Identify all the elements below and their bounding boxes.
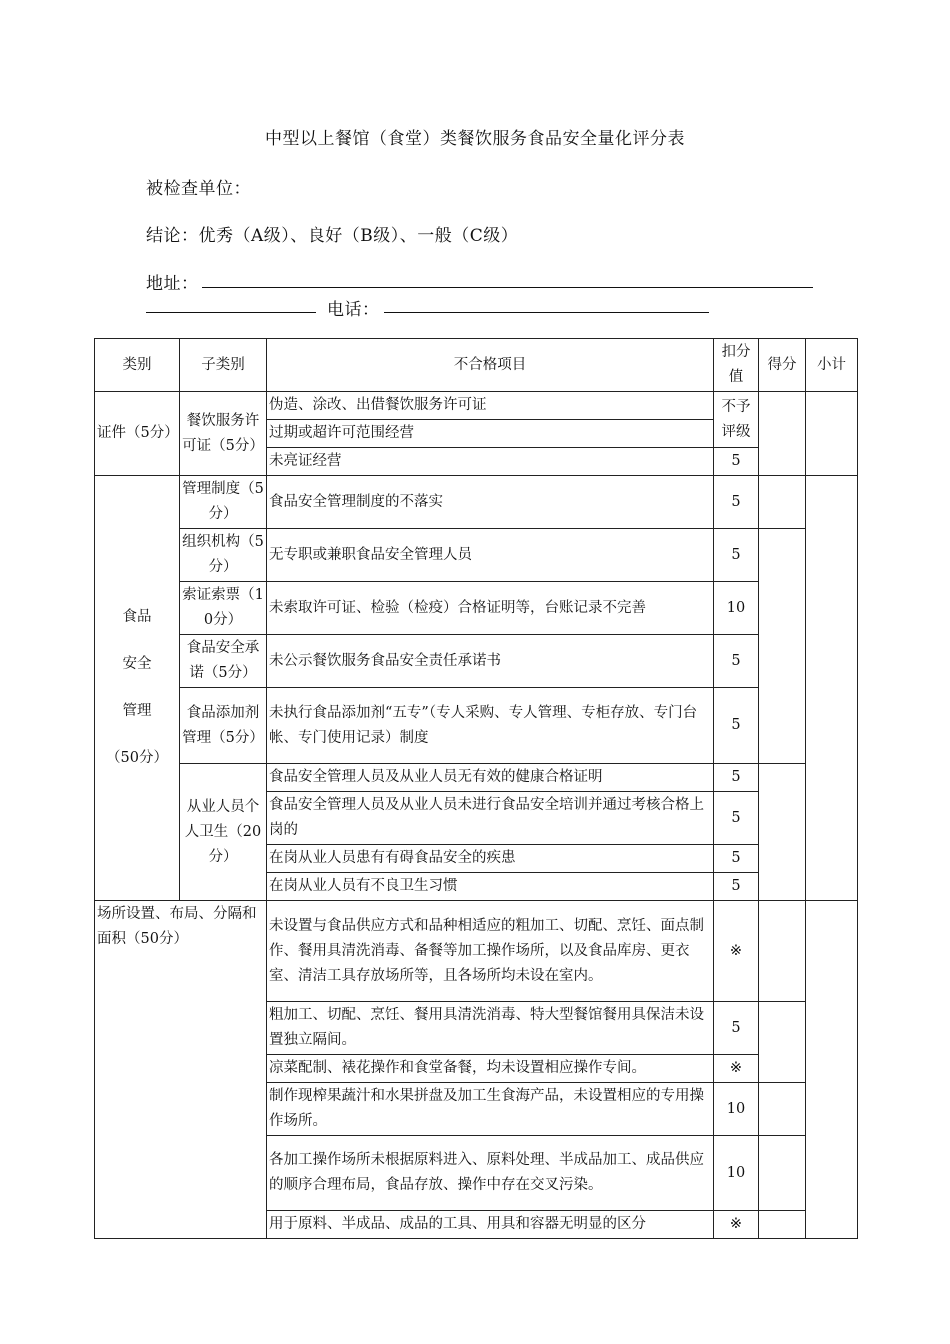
deduct-value: 5 — [714, 1002, 759, 1055]
inspected-unit-label: 被检查单位： — [146, 179, 251, 199]
deduct-value: 10 — [714, 1136, 759, 1211]
table-row — [95, 764, 858, 792]
score-cell[interactable] — [759, 529, 806, 764]
deduct-value: 10 — [714, 1083, 759, 1136]
header-subcategory: 子类别 — [180, 339, 267, 392]
subcategory-name: 索证索票（10分） — [180, 582, 267, 635]
deduct-value: ※ — [714, 901, 759, 1002]
item-text: 过期或超许可范围经营 — [267, 420, 714, 448]
score-cell[interactable] — [759, 764, 806, 901]
table-row — [95, 635, 858, 688]
category-mgmt-line: 管理 — [122, 703, 152, 719]
item-text: 未公示餐饮服务食品安全责任承诺书 — [267, 635, 714, 688]
item-text: 未执行食品添加剂“五专”（专人采购、专人管理、专柜存放、专门台帐、专门使用记录）制度 — [267, 688, 714, 764]
category-site: 场所设置、布局、分隔和面积（50分） — [95, 901, 267, 1239]
subcategory-name: 管理制度（5分） — [180, 476, 267, 529]
table-row — [95, 688, 858, 764]
document-title: 中型以上餐馆（食堂）类餐饮服务食品安全量化评分表 — [265, 129, 685, 149]
item-text: 未设置与食品供应方式和品种相适应的粗加工、切配、烹饪、面点制作、餐用具清洗消毒、备餐等加工操作场所，以及食品库房、更衣室、清洁工具存放场所等，且各场所均未设在室内。 — [267, 901, 714, 1002]
address-blank-2[interactable] — [146, 312, 316, 313]
deduct-value: 5 — [714, 476, 759, 529]
phone-blank[interactable] — [384, 312, 709, 313]
category-mgmt-line: 安全 — [122, 656, 152, 672]
item-text: 伪造、涂改、出借餐饮服务许可证 — [267, 392, 714, 420]
header-category: 类别 — [95, 339, 180, 392]
table-row — [95, 901, 858, 1002]
item-text: 凉菜配制、裱花操作和食堂备餐，均未设置相应操作专间。 — [267, 1055, 714, 1083]
address-label: 地址： — [146, 274, 199, 294]
item-text: 粗加工、切配、烹饪、餐用具清洗消毒、特大型餐馆餐用具保洁未设置独立隔间。 — [267, 1002, 714, 1055]
item-text: 食品安全管理人员及从业人员无有效的健康合格证明 — [267, 764, 714, 792]
deduct-value: 5 — [714, 635, 759, 688]
score-cell[interactable] — [759, 1211, 806, 1239]
item-text: 无专职或兼职食品安全管理人员 — [267, 529, 714, 582]
item-text: 未亮证经营 — [267, 448, 714, 476]
subcategory-name: 从业人员个人卫生（20分） — [180, 764, 267, 901]
subtotal-cell[interactable] — [806, 392, 858, 476]
no-rating-cell: 不予评级 — [714, 392, 759, 448]
score-cell[interactable] — [759, 1136, 806, 1211]
conclusion-line: 结论：优秀（A级）、良好（B级）、一般（C级） — [146, 226, 519, 246]
item-text: 在岗从业人员有不良卫生习惯 — [267, 873, 714, 901]
table-row — [95, 392, 858, 420]
category-mgmt-line: （50分） — [106, 750, 168, 766]
deduct-value: 5 — [714, 845, 759, 873]
deduct-value: 5 — [714, 448, 759, 476]
subcategory-name: 食品添加剂管理（5分） — [180, 688, 267, 764]
address-blank[interactable] — [202, 287, 813, 288]
header-row — [95, 339, 858, 392]
score-cell[interactable] — [759, 392, 806, 476]
deduct-value: 5 — [714, 873, 759, 901]
item-text: 食品安全管理制度的不落实 — [267, 476, 714, 529]
category-mgmt-line: 食品 — [122, 609, 152, 625]
deduct-value: ※ — [714, 1211, 759, 1239]
deduct-value: 5 — [714, 529, 759, 582]
deduct-value: 5 — [714, 688, 759, 764]
score-cell[interactable] — [759, 901, 806, 1002]
subtotal-cell[interactable] — [806, 901, 858, 1239]
item-text: 制作现榨果蔬汁和水果拼盘及加工生食海产品，未设置相应的专用操作场所。 — [267, 1083, 714, 1136]
item-text: 用于原料、半成品、成品的工具、用具和容器无明显的区分 — [267, 1211, 714, 1239]
item-text: 未索取许可证、检验（检疫）合格证明等，台账记录不完善 — [267, 582, 714, 635]
score-table — [94, 338, 858, 1239]
phone-label: 电话： — [327, 300, 380, 320]
item-text: 食品安全管理人员及从业人员未进行食品安全培训并通过考核合格上岗的 — [267, 792, 714, 845]
header-score: 得分 — [759, 339, 806, 392]
item-text: 在岗从业人员患有有碍食品安全的疾患 — [267, 845, 714, 873]
deduct-value: 5 — [714, 764, 759, 792]
subtotal-cell[interactable] — [806, 476, 858, 901]
header-subtotal: 小计 — [806, 339, 858, 392]
table-row — [95, 582, 858, 635]
score-cell[interactable] — [759, 1083, 806, 1136]
deduct-value: ※ — [714, 1055, 759, 1083]
deduct-value: 10 — [714, 582, 759, 635]
table-row — [95, 529, 858, 582]
score-cell[interactable] — [759, 1002, 806, 1083]
deduct-value: 5 — [714, 792, 759, 845]
item-text: 各加工操作场所未根据原料进入、原料处理、半成品加工、成品供应的顺序合理布局，食品存放、操作中存在交叉污染。 — [267, 1136, 714, 1211]
subcategory-name: 组织机构（5分） — [180, 529, 267, 582]
category-mgmt — [95, 476, 180, 901]
header-deduct: 扣分值 — [714, 339, 759, 392]
category-cert: 证件（5分） — [95, 392, 180, 476]
table-row — [95, 476, 858, 529]
header-item: 不合格项目 — [267, 339, 714, 392]
subcategory-cert: 餐饮服务许可证（5分） — [180, 392, 267, 476]
subcategory-name: 食品安全承诺（5分） — [180, 635, 267, 688]
score-cell[interactable] — [759, 476, 806, 529]
